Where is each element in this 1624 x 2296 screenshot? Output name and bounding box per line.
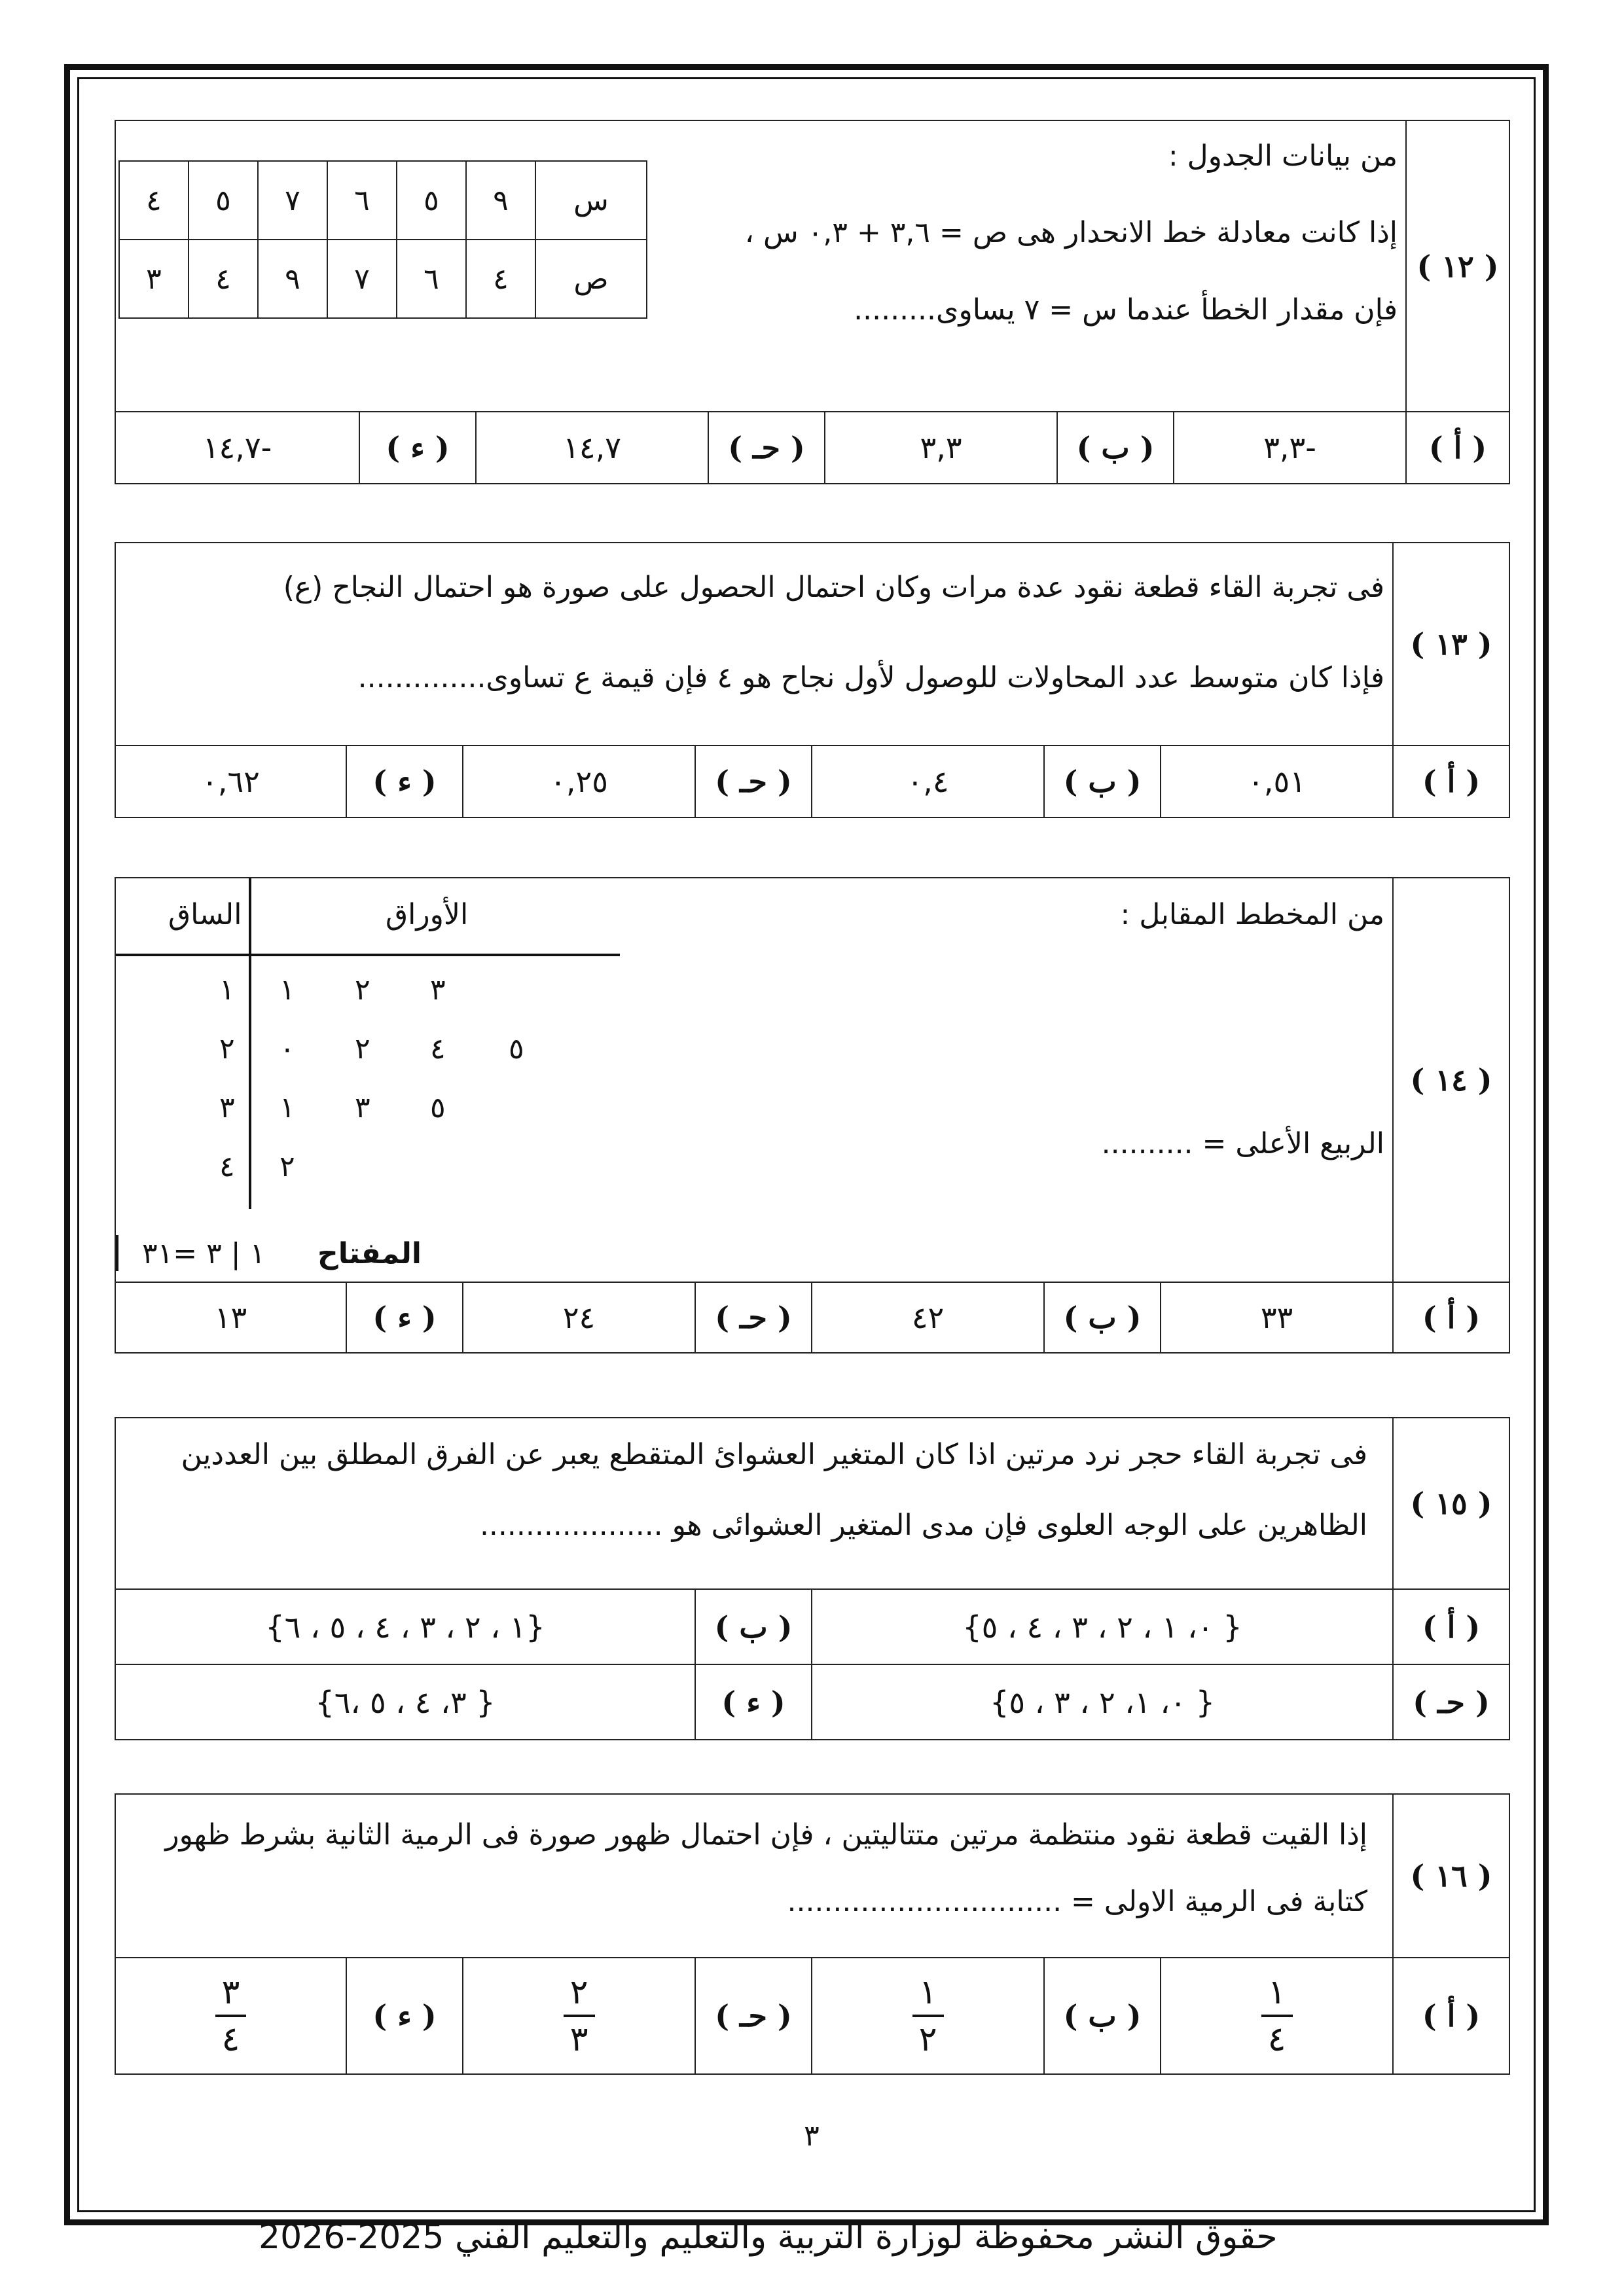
stem-line: إذا القيت قطعة نقود منتظمة مرتين متتاليتين ، فإن احتمال ظهور صورة فى الرمية الثانية بشرط ظهور xyxy=(165,1818,1368,1852)
option-label: ( أ ) xyxy=(1406,412,1509,484)
stem-line: كتابة فى الرمية الاولى = .............................. xyxy=(787,1885,1368,1918)
option-value[interactable]: ٠,٤ xyxy=(812,745,1044,817)
numerator: ١ xyxy=(1267,1973,1286,2012)
option-label: ( أ ) xyxy=(1393,1958,1509,2074)
leaf-value: ٢ xyxy=(355,973,370,1007)
question-15 xyxy=(115,1417,1510,1740)
table-cell: ٧ xyxy=(258,161,327,240)
option-label: ( أ ) xyxy=(1393,745,1509,817)
copyright-footer: حقوق النشر محفوظة لوزارة التربية والتعليم والتعليم الفني 2025-2026 xyxy=(259,2217,1278,2257)
leaf-value: ٠ xyxy=(280,1032,295,1066)
option-label: ( حـ ) xyxy=(1393,1664,1509,1740)
denominator: ٤ xyxy=(215,2015,247,2056)
option-value[interactable] xyxy=(1161,1958,1393,2074)
stem-value: ١ xyxy=(219,973,235,1007)
table-cell: ٥ xyxy=(189,161,258,240)
stem-line: من المخطط المقابل : xyxy=(1120,898,1385,931)
stem-line: إذا كانت معادلة خط الانحدار هى ص = ٣,٦ + ٠,٣ س ، xyxy=(744,216,1398,249)
table-cell: ٦ xyxy=(327,161,397,240)
question-14 xyxy=(115,877,1510,1354)
leaf-value: ٣ xyxy=(430,973,446,1007)
fraction xyxy=(1261,1973,1293,2059)
leaf-value: ٥ xyxy=(430,1091,446,1124)
option-label: ( ء ) xyxy=(346,1282,463,1353)
question-number: ( ١٦ ) xyxy=(1393,1794,1509,1958)
option-value[interactable]: ٣٣ xyxy=(1161,1282,1393,1353)
numerator: ٣ xyxy=(221,1973,240,2012)
question-12 xyxy=(115,120,1510,484)
option-label: ( ء ) xyxy=(346,745,463,817)
option-value[interactable]: ١٤,٧ xyxy=(476,412,708,484)
stem-line: فإذا كان متوسط عدد المحاولات للوصول لأول نجاح هو ٤ فإن قيمة ع تساوى.............. xyxy=(357,661,1385,694)
table-cell: ٦ xyxy=(397,240,466,318)
stem-line: فى تجربة القاء قطعة نقود عدة مرات وكان احتمال الحصول على صورة هو احتمال النجاح (ع) xyxy=(283,571,1385,604)
option-label: ( ء ) xyxy=(346,1958,463,2074)
option-label: ( ء ) xyxy=(359,412,476,484)
stem-line: فإن مقدار الخطأ عندما س = ٧ يساوى......... xyxy=(854,293,1398,327)
option-value[interactable]: { ٣، ٤ ، ٥ ،٦} xyxy=(115,1664,695,1740)
option-value[interactable] xyxy=(812,1958,1044,2074)
stem-header: الساق xyxy=(168,898,242,931)
row-label-x: س xyxy=(535,161,647,240)
leaf-header: الأوراق xyxy=(386,898,469,931)
table-cell: ٤ xyxy=(119,161,189,240)
header-rule xyxy=(116,954,620,956)
key-value: ١ | ٣ =٣١ xyxy=(142,1237,266,1270)
stem-value: ٢ xyxy=(219,1032,235,1066)
table-cell: ٣ xyxy=(119,240,189,318)
question-number: ( ١٥ ) xyxy=(1393,1418,1509,1589)
question-stem xyxy=(115,1794,1393,1958)
stem-line: من بيانات الجدول : xyxy=(1168,139,1398,173)
stem-divider xyxy=(249,878,251,1209)
table-cell: ٥ xyxy=(397,161,466,240)
table-cell: ٤ xyxy=(189,240,258,318)
leaf-value: ٢ xyxy=(280,1150,295,1183)
row-label-y: ص xyxy=(535,240,647,318)
stem-value: ٣ xyxy=(219,1091,235,1124)
question-number: ( ١٣ ) xyxy=(1393,543,1509,745)
page-number: ٣ xyxy=(804,2119,820,2153)
denominator: ٣ xyxy=(564,2015,595,2056)
option-label: ( ب ) xyxy=(1044,1282,1161,1353)
option-label: ( حـ ) xyxy=(695,745,812,817)
option-value[interactable]: -١٤,٧ xyxy=(115,412,359,484)
option-value[interactable]: { ٠، ١، ٢ ، ٣ ، ٥} xyxy=(812,1664,1393,1740)
option-value[interactable]: ١٣ xyxy=(115,1282,346,1353)
fraction xyxy=(564,1973,595,2059)
option-label: ( حـ ) xyxy=(695,1958,812,2074)
option-label: ( ب ) xyxy=(695,1589,812,1664)
fraction xyxy=(215,1973,247,2059)
fraction xyxy=(912,1973,944,2059)
data-table xyxy=(118,160,647,319)
option-label: ( حـ ) xyxy=(708,412,825,484)
leaf-value: ١ xyxy=(280,973,295,1007)
option-value[interactable]: ٠,٢٥ xyxy=(463,745,695,817)
numerator: ١ xyxy=(918,1973,937,2012)
question-stem xyxy=(115,120,1406,412)
key-label: المفتاح xyxy=(317,1237,422,1270)
option-value[interactable] xyxy=(115,1958,346,2074)
option-label: ( ب ) xyxy=(1044,1958,1161,2074)
question-stem xyxy=(115,1418,1393,1589)
table-cell: ٧ xyxy=(327,240,397,318)
table-cell: ٩ xyxy=(258,240,327,318)
option-value[interactable]: -٣,٣ xyxy=(1174,412,1406,484)
denominator: ٤ xyxy=(1261,2015,1293,2056)
stem-line: فى تجربة القاء حجر نرد مرتين اذا كان المتغير العشوائ المتقطع يعبر عن الفرق المطلق بين العددين xyxy=(181,1438,1368,1471)
leaf-value: ٢ xyxy=(355,1032,370,1066)
option-label: ( ب ) xyxy=(1044,745,1161,817)
stem-value: ٤ xyxy=(219,1150,235,1183)
option-value[interactable] xyxy=(463,1958,695,2074)
key-bar xyxy=(116,1235,118,1271)
option-value[interactable]: { ٠، ١ ، ٢ ، ٣ ، ٤ ، ٥} xyxy=(812,1589,1393,1664)
table-cell: ٤ xyxy=(466,240,535,318)
stem-line: الظاهرين على الوجه العلوى فإن مدى المتغير العشوائى هو .................... xyxy=(479,1509,1368,1542)
option-value[interactable]: {١ ، ٢ ، ٣ ، ٤ ، ٥ ، ٦} xyxy=(115,1589,695,1664)
denominator: ٢ xyxy=(912,2015,944,2056)
stem-line: الربيع الأعلى = .......... xyxy=(1101,1127,1385,1160)
option-label: ( ب ) xyxy=(1057,412,1174,484)
leaf-value: ٥ xyxy=(509,1032,524,1066)
option-label: ( حـ ) xyxy=(695,1282,812,1353)
leaf-value: ٤ xyxy=(430,1032,446,1066)
option-label: ( أ ) xyxy=(1393,1589,1509,1664)
question-number: ( ١٢ ) xyxy=(1406,120,1509,412)
option-value[interactable]: ٣,٣ xyxy=(825,412,1057,484)
stem-and-leaf-plot xyxy=(116,878,626,1283)
question-stem xyxy=(115,543,1393,745)
option-label: ( ء ) xyxy=(695,1664,812,1740)
question-stem xyxy=(115,878,1393,1282)
question-number: ( ١٤ ) xyxy=(1393,878,1509,1282)
option-value[interactable]: ٢٤ xyxy=(463,1282,695,1353)
option-value[interactable]: ٤٢ xyxy=(812,1282,1044,1353)
option-value[interactable]: ٠,٥١ xyxy=(1161,745,1393,817)
leaf-value: ١ xyxy=(280,1091,295,1124)
numerator: ٢ xyxy=(569,1973,588,2012)
table-cell: ٩ xyxy=(466,161,535,240)
leaf-value: ٣ xyxy=(355,1091,370,1124)
option-label: ( أ ) xyxy=(1393,1282,1509,1353)
question-13 xyxy=(115,542,1510,818)
option-value[interactable]: ٠,٦٢ xyxy=(115,745,346,817)
question-16 xyxy=(115,1793,1510,2075)
